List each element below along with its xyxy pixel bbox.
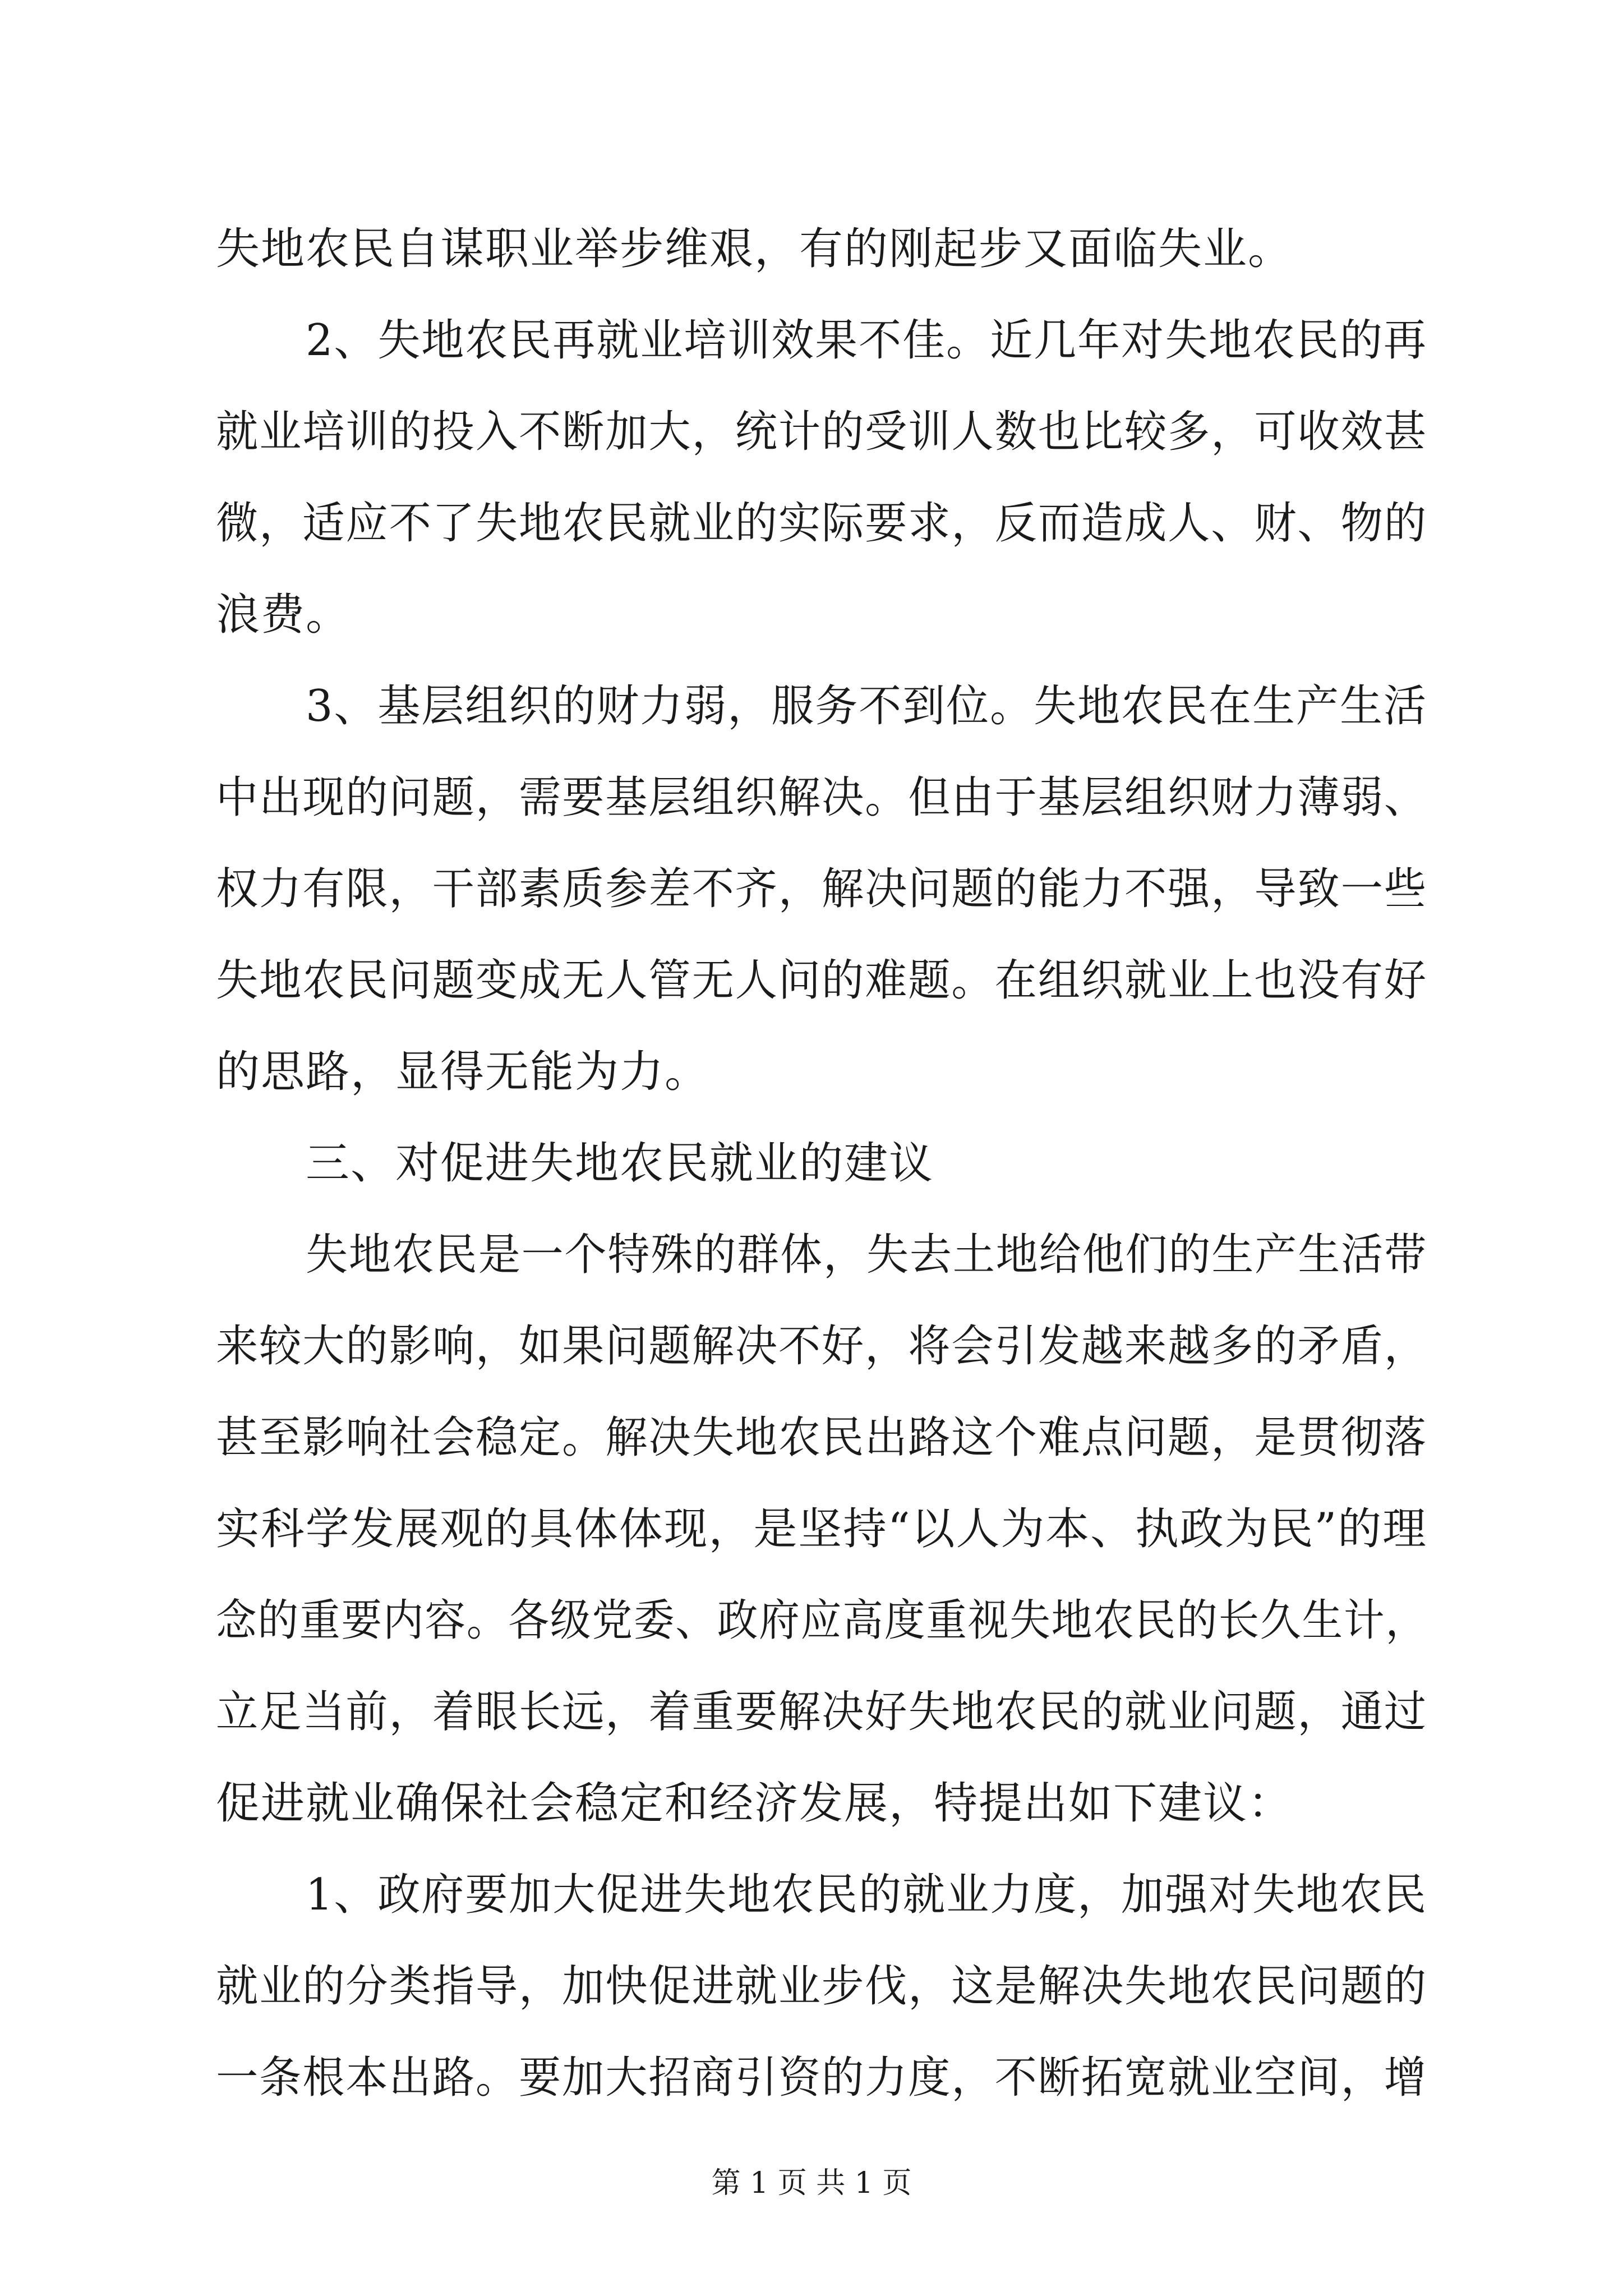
text-line — [216, 2053, 1427, 2147]
text-line — [216, 407, 1427, 501]
text-line — [216, 1687, 1427, 1782]
text-line-content: 就业的分类指导，加快促进就业步伐，这是解决失地农民问题的 — [216, 1961, 1427, 2012]
text-line — [216, 1047, 1427, 1142]
text-line-content: 甚至影响社会稳定。解决失地农民出路这个难点问题，是贯彻落 — [216, 1412, 1427, 1463]
text-line — [216, 1961, 1427, 2056]
text-line-content: 中出现的问题，需要基层组织解决。但由于基层组织财力薄弱、 — [216, 772, 1427, 823]
text-line-content: 失地农民自谋职业举步维艰，有的刚起步又面临失业。 — [216, 224, 1293, 274]
text-line — [216, 772, 1427, 867]
text-line — [216, 1870, 1427, 1964]
text-line-content: 一条根本出路。要加大招商引资的力度，不断拓宽就业空间，增 — [216, 2053, 1427, 2103]
text-line-content: 3、基层组织的财力弱，服务不到位。失地农民在生产生活 — [306, 681, 1427, 731]
text-line — [216, 590, 1427, 684]
text-line — [216, 681, 1427, 776]
text-line-content: 的思路，显得无能为力。 — [216, 1047, 710, 1097]
text-line-content: 浪费。 — [216, 590, 351, 640]
text-line — [216, 1595, 1427, 1690]
text-line-content: 就业培训的投入不断加大，统计的受训人数也比较多，可收效甚 — [216, 407, 1427, 457]
text-line-content: 三、对促进失地农民就业的建议 — [306, 1138, 934, 1189]
document-body — [216, 224, 1427, 2147]
text-line — [216, 315, 1427, 410]
text-line-content: 失地农民是一个特殊的群体，失去土地给他们的生产生活带 — [306, 1230, 1427, 1280]
text-line-content: 促进就业确保社会稳定和经济发展，特提出如下建议： — [216, 1778, 1293, 1829]
text-line-content: 来较大的影响，如果问题解决不好，将会引发越来越多的矛盾， — [216, 1321, 1427, 1372]
page-footer: 第 1 页 共 1 页 — [711, 2166, 912, 2200]
text-line — [216, 224, 1427, 319]
text-line-content: 1、政府要加大促进失地农民的就业力度，加强对失地农民 — [306, 1870, 1427, 1920]
text-line-content: 失地农民问题变成无人管无人问的难题。在组织就业上也没有好 — [216, 955, 1427, 1006]
text-line — [216, 1778, 1427, 1873]
text-line-content: 立足当前，着眼长远，着重要解决好失地农民的就业问题，通过 — [216, 1687, 1427, 1737]
text-line-content: 2、失地农民再就业培训效果不佳。近几年对失地农民的再 — [306, 315, 1427, 366]
text-line-content: 念的重要内容。各级党委、政府应高度重视失地农民的长久生计， — [216, 1595, 1427, 1646]
text-line-content: 实科学发展观的具体体现，是坚持“以人为本、执政为民”的理 — [216, 1504, 1427, 1554]
text-line — [216, 1412, 1427, 1507]
text-line — [216, 1504, 1427, 1599]
text-line — [216, 1321, 1427, 1416]
text-line-content: 权力有限，干部素质参差不齐，解决问题的能力不强，导致一些 — [216, 864, 1427, 914]
text-line — [216, 1230, 1427, 1324]
text-line — [216, 498, 1427, 593]
text-line — [216, 955, 1427, 1050]
text-line-content: 微，适应不了失地农民就业的实际要求，反而造成人、财、物的 — [216, 498, 1427, 549]
text-line — [216, 1138, 1427, 1233]
text-line — [216, 864, 1427, 959]
